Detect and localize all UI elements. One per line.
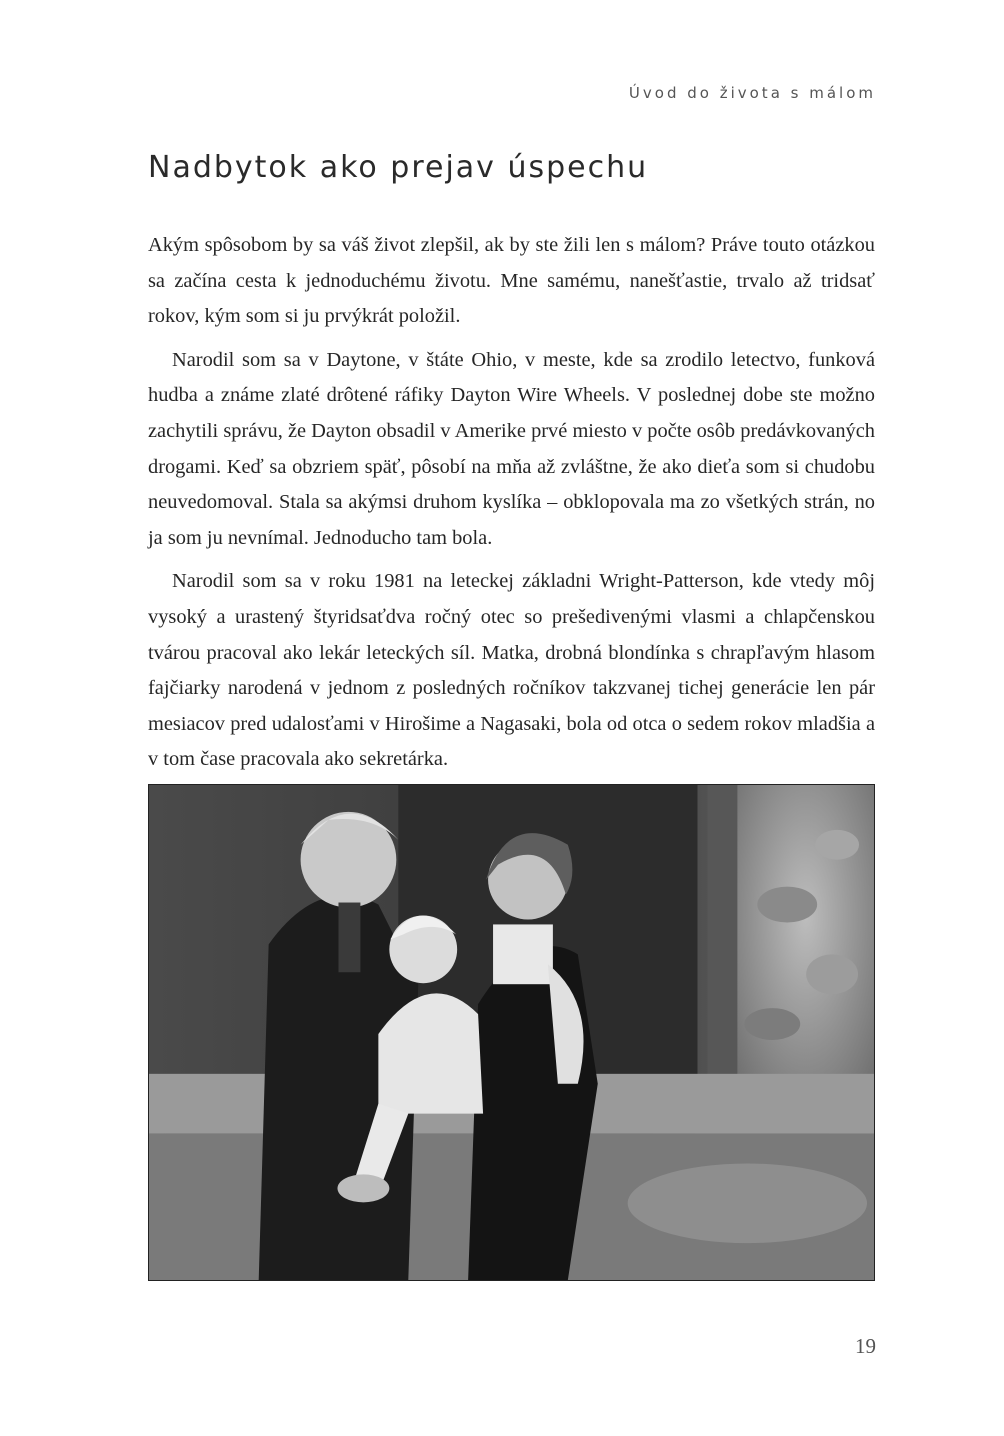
family-photo-image bbox=[149, 785, 874, 1280]
paragraph-2: Narodil som sa v Daytone, v štáte Ohio, v meste, kde sa zrodilo letectvo, funková hudba a známe zlaté drôtené ráfiky Dayton Wire Wheels. V poslednej dobe ste možno zachytili správu, že Dayton obsadil v Amerike prvé miesto v počte osôb predávkovaných drogami. Keď sa obzriem späť, pôsobí na mňa až zvláštne, že ako dieťa som si chudobu neuvedomoval. Stala sa akýmsi druhom kyslíka – obklopovala ma zo všetkých strán, no ja som ju nevnímal. Jednoducho tam bola. bbox=[148, 348, 875, 549]
body-text bbox=[148, 228, 875, 786]
chapter-title: Nadbytok ako prejav úspechu bbox=[148, 150, 649, 185]
paragraph-3: Narodil som sa v roku 1981 na leteckej základni Wright-Patterson, kde vtedy môj vysoký a urastený štyridsaťdva ročný otec so prešedivenými vlasmi a chlapčenskou tvárou pracoval ako lekár leteckých síl. Matka, drobná blondínka s chrapľavým hlasom fajčiarky narodená v jednom z posledných ročníkov takzvanej tichej generácie len pár mesiacov pred udalosťami v Hirošime a Nagasaki, bola od otca o sedem rokov mladšia a v tom čase pracovala ako sekretárka. bbox=[148, 570, 875, 771]
paragraph-1: Akým spôsobom by sa váš život zlepšil, ak by ste žili len s málom? Práve touto otázkou sa začína cesta k jednoduchému životu. Mne samému, nanešťastie, trvalo až tridsať rokov, kým som si ju prvýkrát položil. bbox=[148, 234, 875, 328]
running-head: Úvod do života s málom bbox=[628, 84, 876, 102]
page-number: 19 bbox=[855, 1334, 876, 1358]
family-photo bbox=[148, 784, 875, 1281]
